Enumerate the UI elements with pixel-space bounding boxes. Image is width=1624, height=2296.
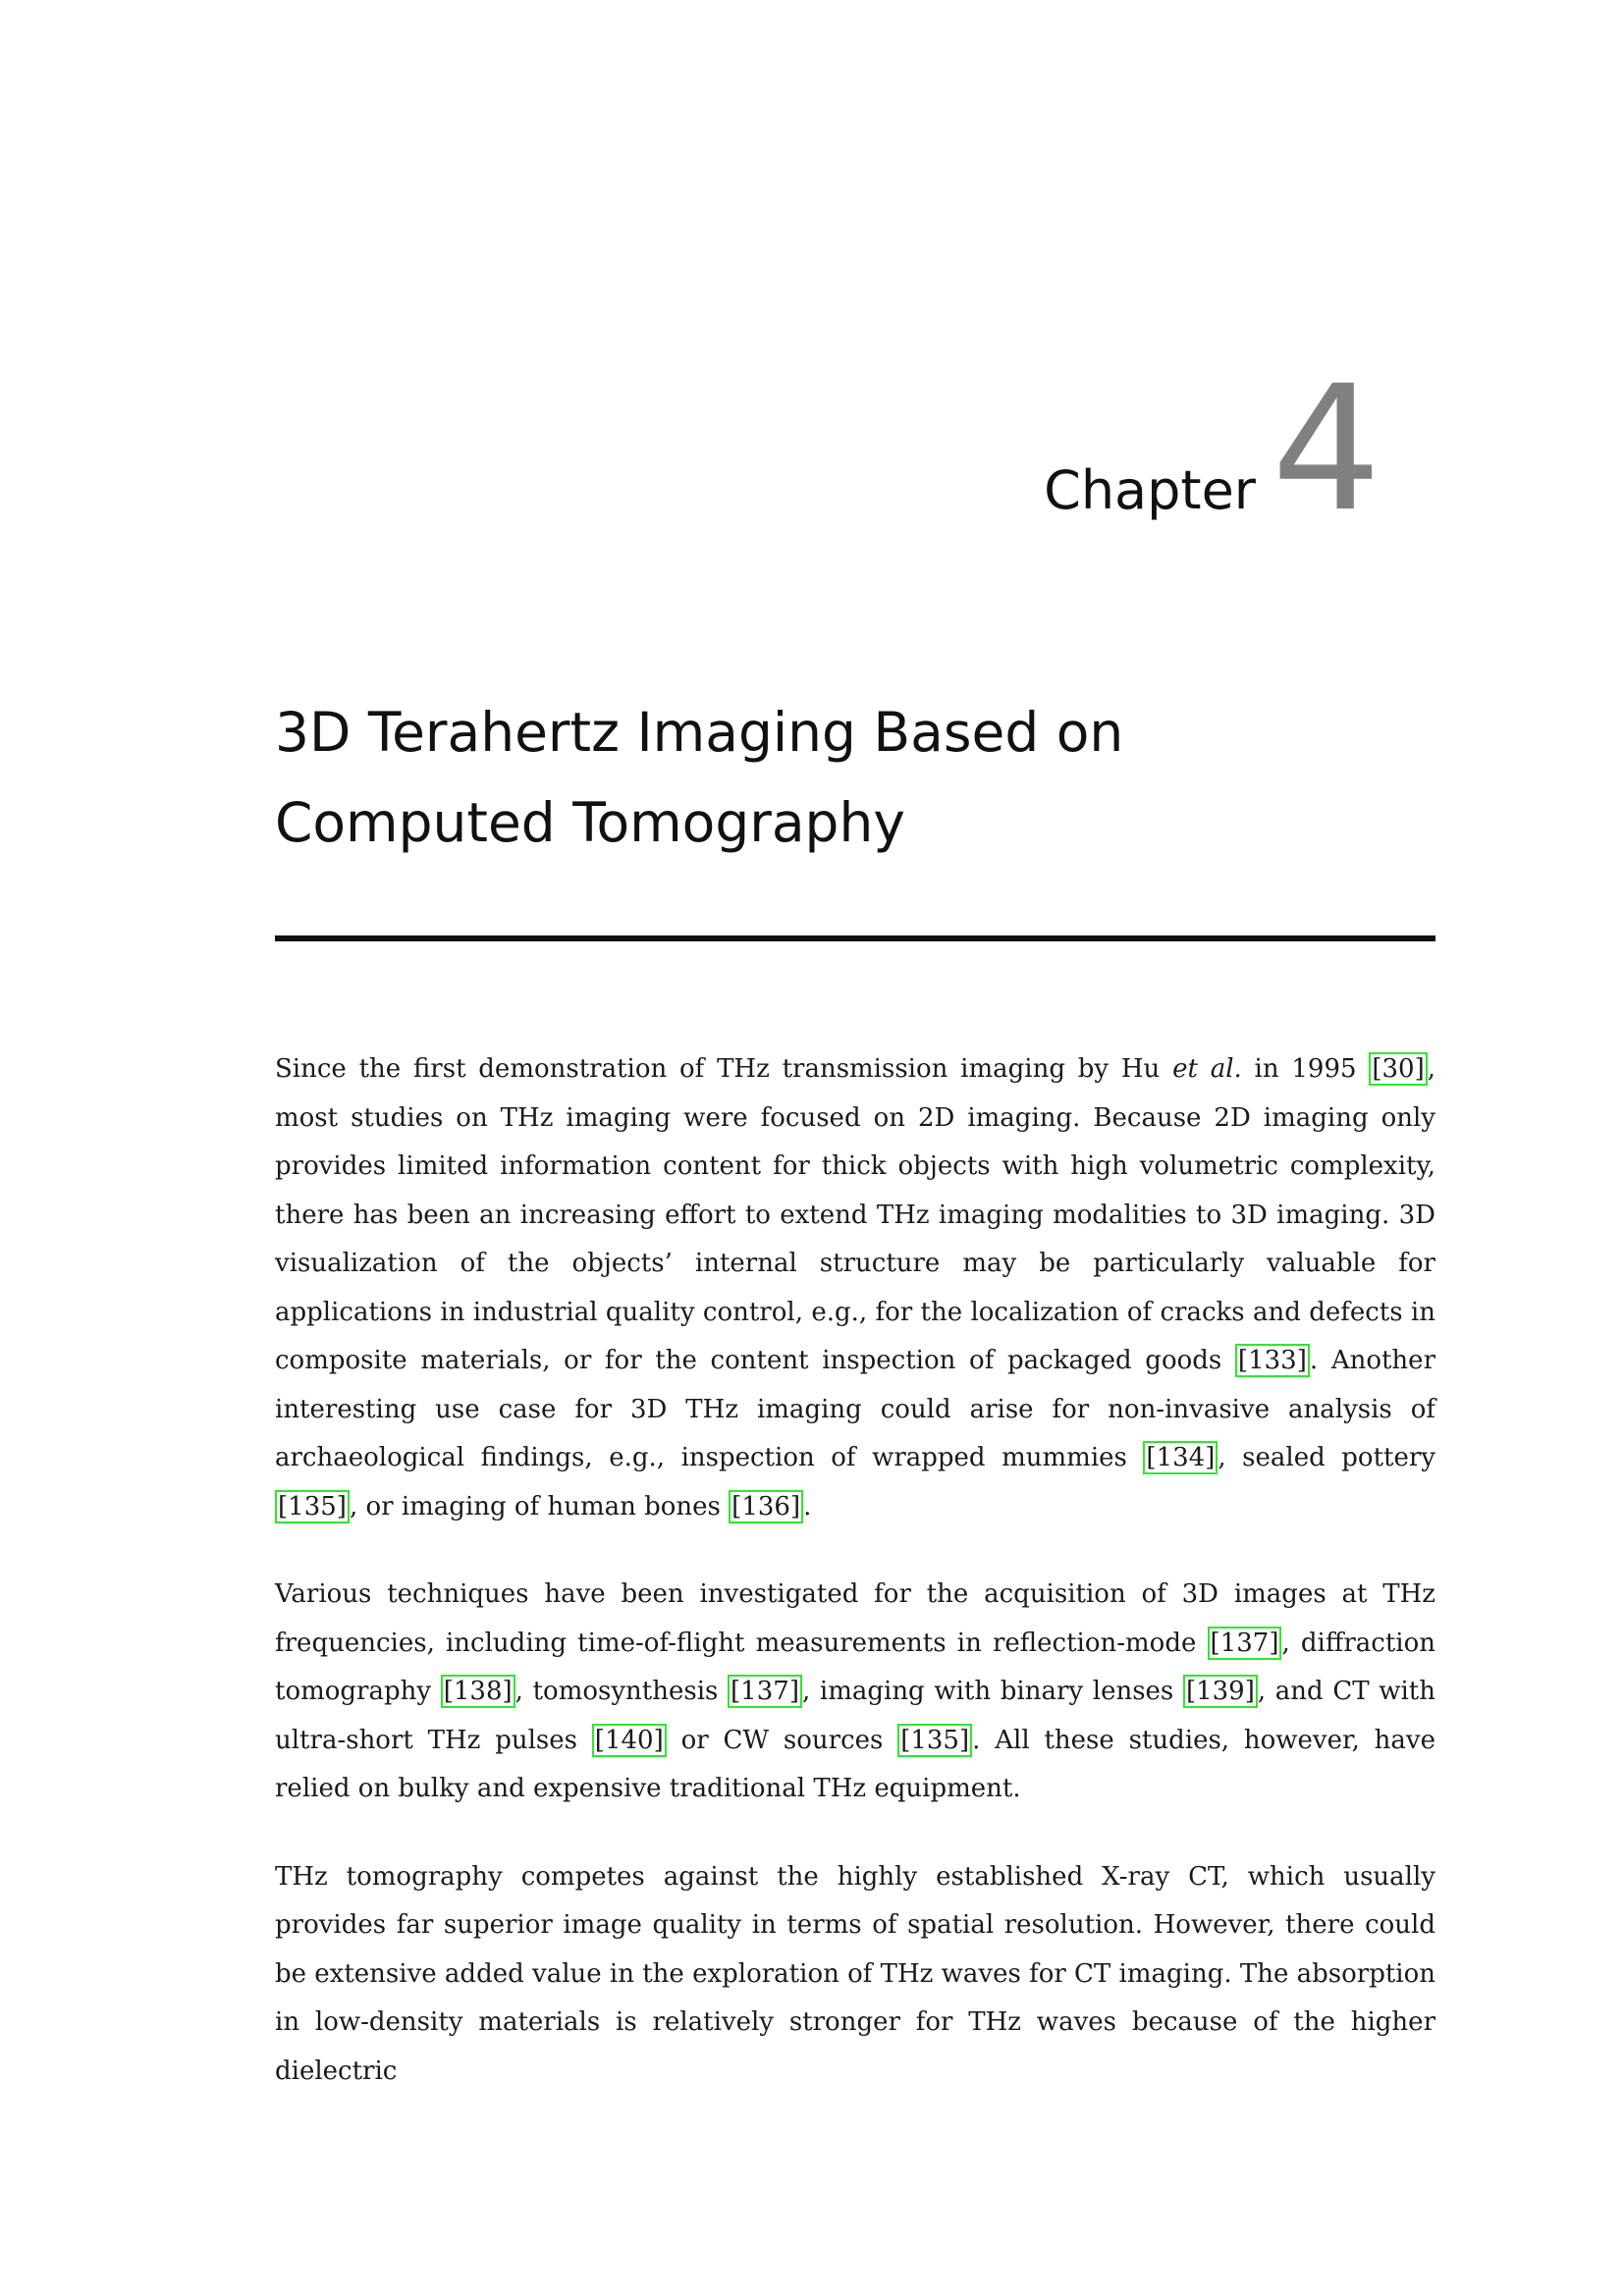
- chapter-heading: [1044, 348, 1381, 550]
- paragraph-3: [275, 1853, 1435, 2097]
- text-span: , tomosynthesis: [514, 1677, 729, 1706]
- text-span: . Another interesting use case for 3D THz imaging could arise for non-invasive analysis of archaeological findings, e.g., inspection of wrapped mummies: [275, 1346, 1435, 1472]
- chapter-title-line2: Computed Tomography: [275, 791, 905, 854]
- body-text: [275, 1045, 1435, 2135]
- citation-number: 136: [741, 1491, 790, 1522]
- citation-link[interactable]: [137]: [728, 1675, 802, 1708]
- citation-link[interactable]: [135]: [275, 1490, 350, 1523]
- text-span: , diffraction tomography: [275, 1628, 1435, 1706]
- text-span: . All these studies, however, have relied on bulky and expensive traditional THz equipment.: [275, 1725, 1435, 1803]
- paragraph-2: [275, 1571, 1435, 1814]
- citation-link[interactable]: [139]: [1183, 1675, 1258, 1708]
- text-span: in 1995: [1241, 1054, 1370, 1084]
- citation-number: 139: [1196, 1677, 1245, 1706]
- title-rule: [275, 935, 1435, 941]
- citation-link[interactable]: [138]: [441, 1675, 515, 1708]
- citation-link[interactable]: [137]: [1208, 1627, 1282, 1660]
- citation-link[interactable]: [134]: [1143, 1441, 1218, 1474]
- citation-number: 133: [1248, 1346, 1297, 1375]
- citation-link[interactable]: [140]: [592, 1724, 667, 1757]
- text-span: Various techniques have been investigated for the acquisition of 3D images at THz frequencies, including time-of-flight measurements in reflection-mode: [275, 1579, 1435, 1658]
- text-span: , sealed pottery: [1218, 1443, 1435, 1472]
- emphasis: et al.: [1172, 1054, 1242, 1084]
- text-span: .: [803, 1491, 812, 1522]
- citation-number: 135: [288, 1491, 337, 1522]
- chapter-label: Chapter: [1044, 459, 1257, 521]
- text-span: Since the first demonstration of THz transmission imaging by Hu: [275, 1054, 1173, 1084]
- citation-number: 137: [1219, 1628, 1270, 1658]
- text-span: , imaging with binary lenses: [801, 1677, 1183, 1706]
- citation-number: 138: [453, 1677, 503, 1706]
- citation-link[interactable]: [30]: [1369, 1052, 1427, 1086]
- citation-number: 137: [740, 1677, 789, 1706]
- citation-link[interactable]: [136]: [729, 1490, 803, 1523]
- citation-number: 134: [1156, 1443, 1206, 1472]
- text-span: , most studies on THz imaging were focused on 2D imaging. Because 2D imaging only provides limited information content for thick objects with high volumetric complexity, there has been an increasing effort to extend THz imaging modalities to 3D imaging. 3D visualization of the objects’ internal structure may be particularly valuable for applications in industrial quality control, e.g., for the localization of cracks and defects in composite materials, or for the content inspection of packaged goods: [275, 1054, 1436, 1375]
- chapter-title-line1: 3D Terahertz Imaging Based on: [275, 701, 1124, 764]
- text-span: or CW sources: [666, 1725, 898, 1755]
- citation-link[interactable]: [135]: [897, 1724, 972, 1757]
- text-span: , and CT with ultra-short THz pulses: [275, 1677, 1436, 1755]
- citation-link[interactable]: [133]: [1235, 1344, 1310, 1377]
- text-span: THz tomography competes against the highly established X-ray CT, which usually provides far superior image quality in terms of spatial resolution. However, there could be extensive added value in the exploration of THz waves for CT imaging. The absorption in low-density materials is relatively stronger for THz waves because of the higher dielectric: [275, 1861, 1435, 2086]
- citation-number: 135: [910, 1725, 959, 1755]
- chapter-title: [275, 687, 1257, 868]
- citation-number: 30: [1381, 1054, 1415, 1084]
- citation-number: 140: [604, 1725, 654, 1755]
- chapter-number: 4: [1272, 348, 1381, 550]
- text-span: , or imaging of human bones: [349, 1491, 730, 1522]
- paragraph-1: [275, 1045, 1435, 1531]
